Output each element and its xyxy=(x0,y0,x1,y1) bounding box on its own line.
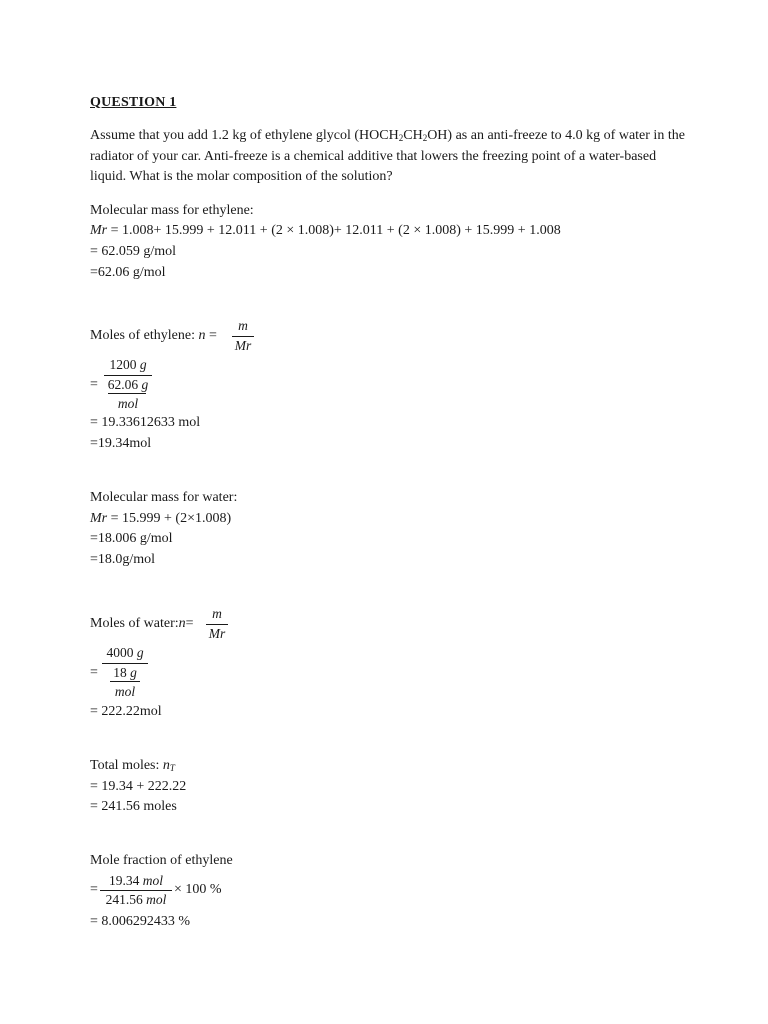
water-mass-result: =18.006 g/mol xyxy=(90,531,173,546)
water-mass-rounded: =18.0g/mol xyxy=(90,552,156,567)
water-subst-equals: = xyxy=(90,665,98,680)
water-mass-expression: Mr = 15.999 + (2×1.008) xyxy=(90,511,232,526)
ethylene-subst-denominator: 62.06 g xyxy=(107,377,149,392)
ethylene-mass-expression: Mr = 1.008+ 15.999 + 12.011 + (2 × 1.008)+ 12.011 + (2 × 1.008) + 15.999 + 1.008 xyxy=(90,223,561,238)
water-moles-label: Moles of water:n= xyxy=(90,616,194,631)
ethylene-moles-label: Moles of ethylene: n = xyxy=(90,328,217,343)
ethylene-subst-equals: = xyxy=(90,377,98,392)
fraction-bar xyxy=(108,393,146,394)
water-formula-denominator: Mr xyxy=(208,626,226,641)
ethylene-mass-heading: Molecular mass for ethylene: xyxy=(90,203,254,218)
ethylene-mass-rounded: =62.06 g/mol xyxy=(90,265,166,280)
question-text: Assume that you add 1.2 kg of ethylene glycol $(HOCH_2CH_2OH)$ as an anti-freeze to 4.0 kg of water in the radiator of your car. Anti-freeze is a chemical additive that lowers the freezing point of a water-based liquid. What is the molar composition of the solution? xyxy=(90,128,685,184)
water-moles-result: = 222.22mol xyxy=(90,704,162,719)
mole-fraction-numerator: 19.34 mol xyxy=(109,873,163,888)
fraction-bar xyxy=(110,681,140,682)
water-subst-numerator: 4000 g xyxy=(106,645,144,660)
ethylene-subst-denominator-unit: mol xyxy=(117,396,139,411)
mole-fraction-multiplier: × 100 % xyxy=(174,882,222,897)
mole-fraction-equals: = xyxy=(90,882,98,897)
ethylene-subst-numerator: 1200 g xyxy=(109,357,147,372)
total-moles-result: = 241.56 moles xyxy=(90,799,177,814)
water-subst-denominator-unit: mol xyxy=(114,684,136,699)
ethylene-moles-rounded: =19.34mol xyxy=(90,436,152,451)
water-mass-heading: Molecular mass for water: xyxy=(90,490,238,505)
question-title: QUESTION 1 xyxy=(90,95,177,110)
ethylene-formula-denominator: Mr xyxy=(234,338,252,353)
total-moles-sum: = 19.34 + 222.22 xyxy=(90,779,187,794)
mole-fraction-result: = 8.006292433 % xyxy=(90,914,191,929)
ethylene-formula-numerator: m xyxy=(238,318,248,333)
total-moles-label: Total moles: $n_T$ xyxy=(90,758,175,773)
ethylene-mass-result: = 62.059 g/mol xyxy=(90,244,177,259)
mole-fraction-heading: Mole fraction of ethylene xyxy=(90,853,233,868)
ethylene-moles-result: = 19.33612633 mol xyxy=(90,415,201,430)
water-subst-denominator: 18 g xyxy=(113,665,137,680)
mole-fraction-denominator: 241.56 mol xyxy=(105,892,167,907)
water-formula-numerator: m xyxy=(212,606,222,621)
